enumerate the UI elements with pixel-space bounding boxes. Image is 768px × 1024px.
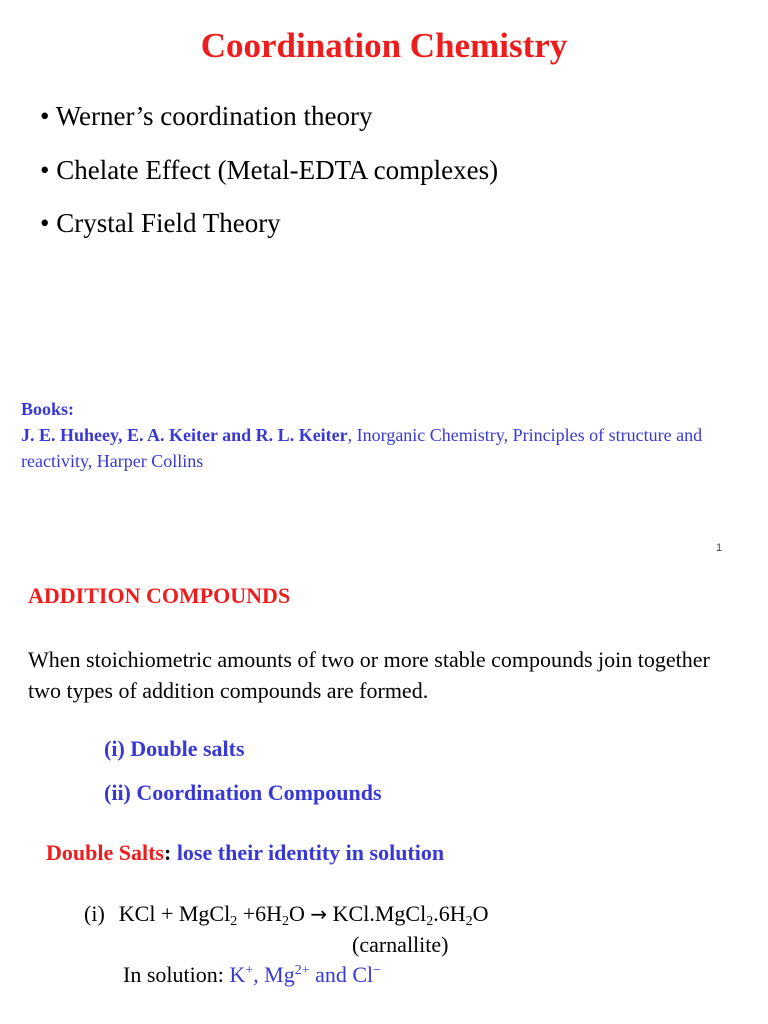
type-double-salts: (i) Double salts [104,736,245,761]
double-salts-label: Double Salts [46,840,164,865]
books-label: Books: [21,399,75,419]
ion-k-charge: + [245,963,254,978]
books-authors: J. E. Huheey, E. A. Keiter and R. L. Keiter [21,425,348,445]
equation-lhs-b: +6H [237,901,282,926]
books-reference [21,396,741,474]
equation-index: (i) [84,901,105,926]
carnallite-name: (carnallite) [352,932,449,957]
type-coordination-compounds: (ii) Coordination Compounds [104,780,382,805]
bullet-werner-theory: • Werner’s coordination theory [40,101,373,131]
equation-sub-c: 2 [426,914,434,929]
double-salts-description: lose their identity in solution [171,840,445,865]
double-salts-colon: : [163,840,172,865]
arrow-right-icon: → [310,902,328,926]
carnallite-equation [84,901,488,927]
ion-cl-charge: − [373,963,382,978]
page-number: 1 [716,542,723,554]
bullet-chelate-effect: • Chelate Effect (Metal-EDTA complexes) [40,155,499,185]
equation-sub-a: 2 [230,914,238,929]
ion-mg-charge: 2+ [294,963,310,978]
books-title: , Inorganic Chemistry, Principles of structure and reactivity, Harper Collins [21,425,703,471]
equation-lhs-c: O [289,901,311,926]
equation-sub-d: 2 [465,914,473,929]
bullet-crystal-field-theory: • Crystal Field Theory [40,208,281,238]
slide-title: Coordination Chemistry [200,26,568,65]
in-solution-label: In solution: [123,962,230,987]
equation-lhs-a: KCl + MgCl [118,901,231,926]
equation-rhs-c: O [472,901,489,926]
equation-rhs-b: .6H [433,901,466,926]
intro-paragraph: When stoichiometric amounts of two or more stable compounds join together two types of addition compounds are formed. [28,647,710,703]
equation-rhs-a: KCl.MgCl [327,901,427,926]
ion-cl: and Cl [309,962,374,987]
double-salts-definition [46,840,444,866]
equation-sub-b: 2 [282,914,289,929]
in-solution-line [123,962,381,988]
ion-mg: , Mg [253,962,295,987]
ions-list [229,962,381,987]
section-heading: ADDITION COMPOUNDS [28,583,291,608]
ion-k: K [229,962,246,987]
